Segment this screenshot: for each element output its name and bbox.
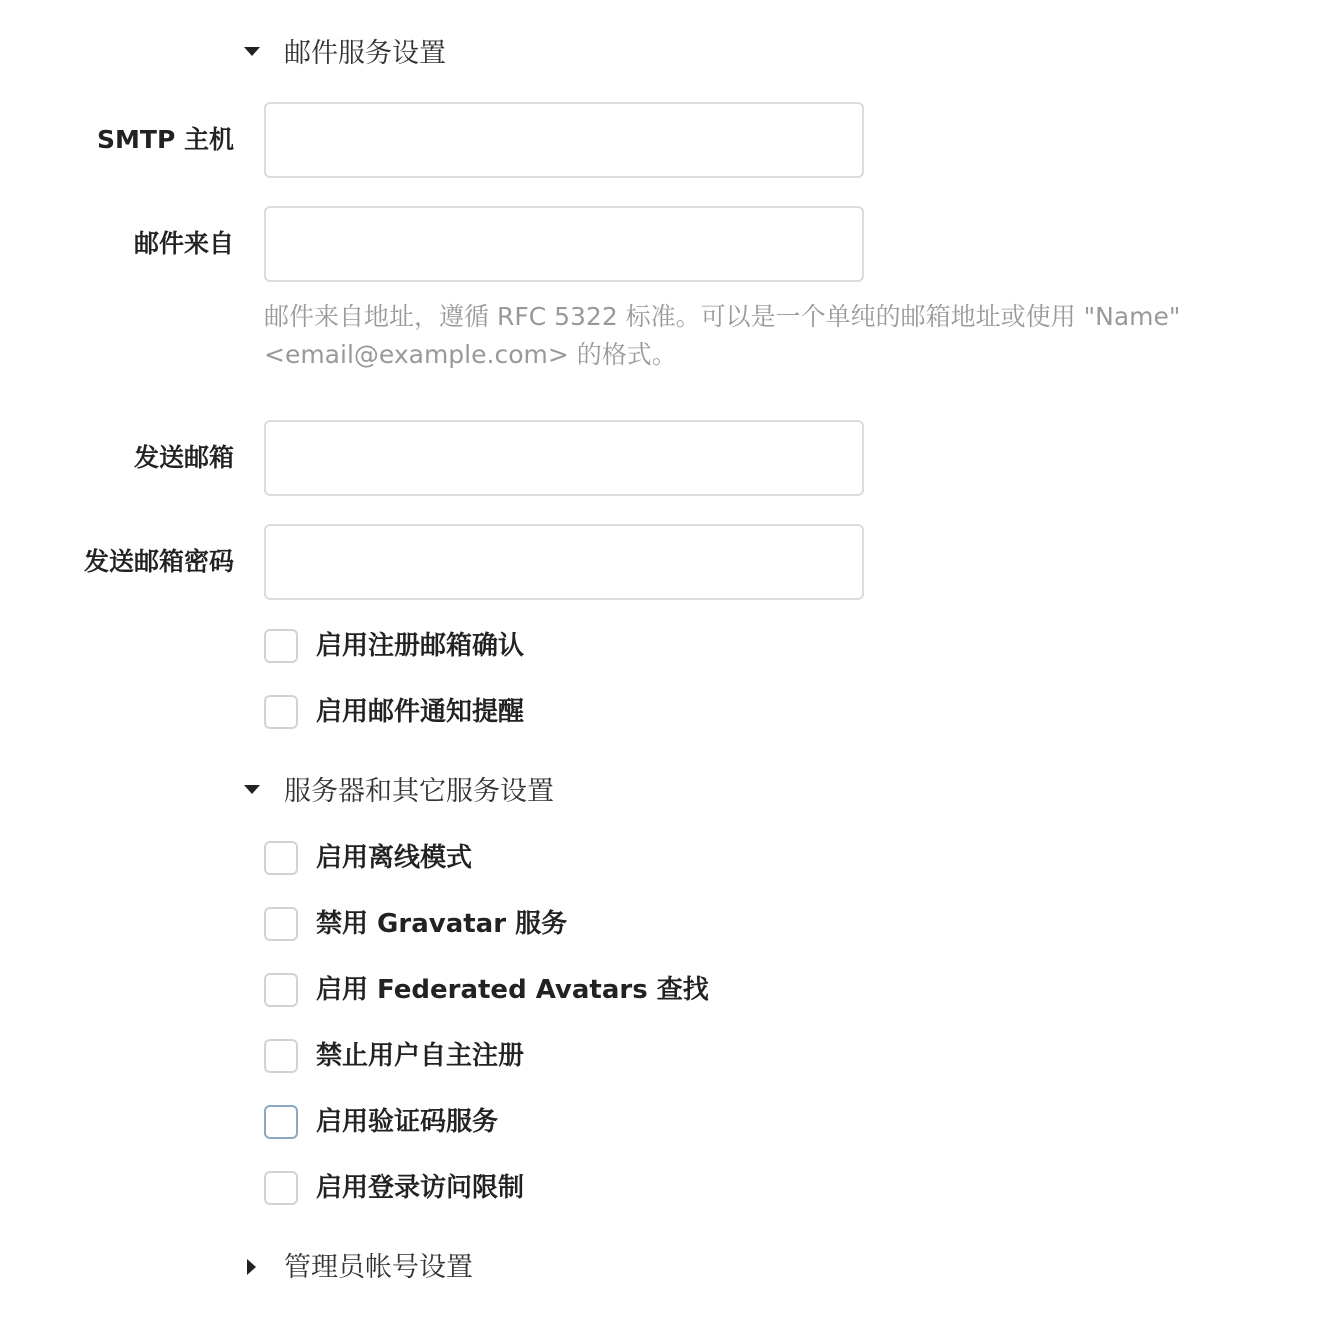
caret-down-icon: [244, 34, 284, 74]
disable-gravatar-label: 禁用 Gravatar 服务: [316, 909, 568, 939]
caret-down-icon: [244, 772, 284, 812]
caret-right-icon: [244, 1248, 284, 1288]
captcha-checkbox[interactable]: [264, 1105, 298, 1139]
mail-settings-section-toggle[interactable]: [244, 34, 446, 74]
sender-password-input[interactable]: [264, 524, 864, 600]
disable-gravatar-checkbox[interactable]: [264, 907, 298, 941]
federated-avatars-option[interactable]: [264, 972, 709, 1008]
disable-registration-option[interactable]: [264, 1038, 524, 1074]
require-signin-option[interactable]: [264, 1170, 524, 1206]
sender-email-input[interactable]: [264, 420, 864, 496]
smtp-host-label: SMTP 主机: [97, 125, 234, 154]
register-confirm-checkbox[interactable]: [264, 629, 298, 663]
mail-notify-checkbox[interactable]: [264, 695, 298, 729]
register-confirm-option[interactable]: [264, 628, 524, 664]
mail-settings-section-title: 邮件服务设置: [284, 38, 446, 69]
admin-settings-section-title: 管理员帐号设置: [284, 1252, 473, 1283]
register-confirm-label: 启用注册邮箱确认: [316, 631, 525, 661]
require-signin-checkbox[interactable]: [264, 1171, 298, 1205]
captcha-label: 启用验证码服务: [316, 1107, 499, 1137]
offline-mode-option[interactable]: [264, 840, 472, 876]
disable-registration-label: 禁止用户自主注册: [316, 1041, 525, 1071]
federated-avatars-checkbox[interactable]: [264, 973, 298, 1007]
mail-from-input[interactable]: [264, 206, 864, 282]
captcha-option[interactable]: [264, 1104, 498, 1140]
mail-from-help-text: 邮件来自地址，遵循 RFC 5322 标准。可以是一个单纯的邮箱地址或使用 "Name" <email@example.com> 的格式。: [264, 302, 1181, 369]
offline-mode-checkbox[interactable]: [264, 841, 298, 875]
mail-notify-label: 启用邮件通知提醒: [316, 697, 525, 727]
mail-notify-option[interactable]: [264, 694, 524, 730]
server-settings-section-title: 服务器和其它服务设置: [284, 776, 554, 807]
server-settings-section-toggle[interactable]: [244, 772, 554, 812]
disable-registration-checkbox[interactable]: [264, 1039, 298, 1073]
federated-avatars-label: 启用 Federated Avatars 查找: [316, 975, 709, 1005]
sender-email-label: 发送邮箱: [133, 443, 234, 472]
admin-settings-section-toggle[interactable]: [244, 1248, 473, 1288]
mail-from-label: 邮件来自: [133, 229, 234, 258]
sender-password-label: 发送邮箱密码: [83, 547, 234, 576]
smtp-host-input[interactable]: [264, 102, 864, 178]
offline-mode-label: 启用离线模式: [316, 843, 473, 873]
require-signin-label: 启用登录访问限制: [316, 1173, 525, 1203]
disable-gravatar-option[interactable]: [264, 906, 567, 942]
